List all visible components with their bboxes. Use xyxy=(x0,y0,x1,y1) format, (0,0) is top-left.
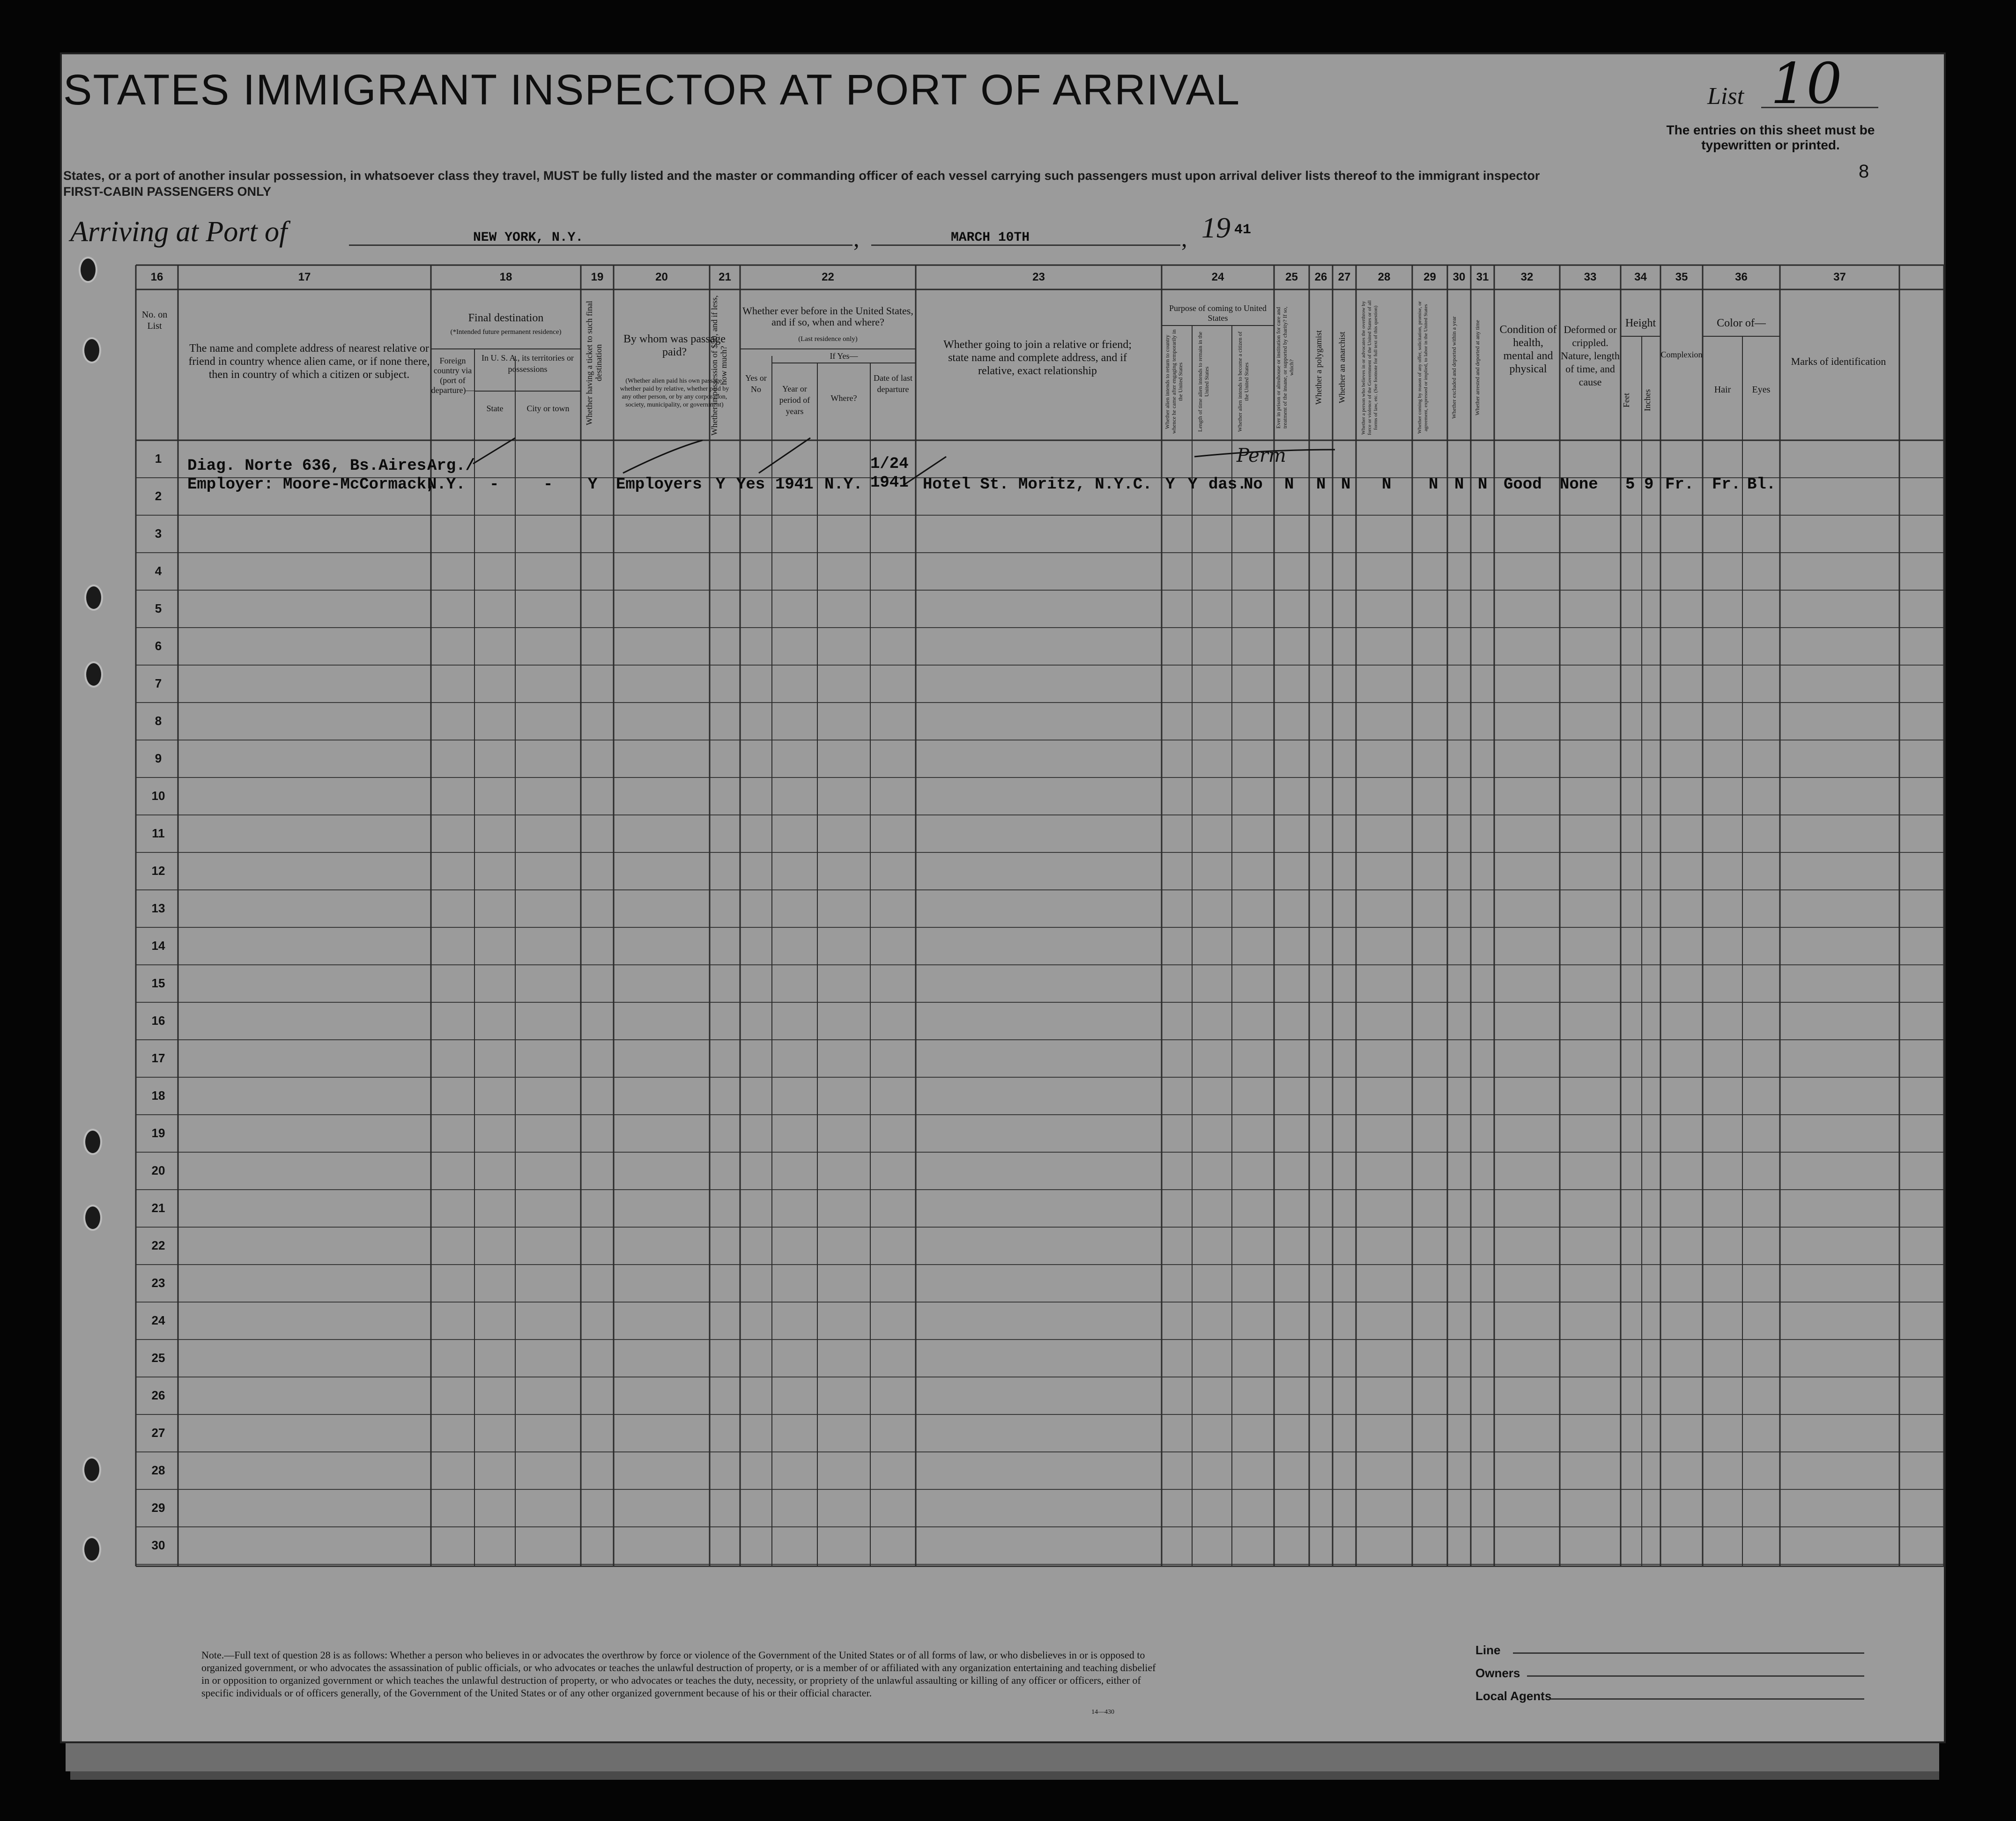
column-number: 35 xyxy=(1675,271,1688,283)
col23-header: Whether going to join a relative or friend; state name and complete address, and if relative, exact relationship xyxy=(943,339,1132,377)
column-number: 18 xyxy=(499,271,512,283)
row-number: 15 xyxy=(151,976,165,990)
list-label: List xyxy=(1707,83,1744,110)
col31-header: Whether arrested and deported at any time xyxy=(1474,320,1481,415)
owners-field[interactable] xyxy=(1527,1675,1864,1677)
row-number: 3 xyxy=(155,526,162,540)
row1-citizen: No xyxy=(1244,476,1263,494)
row-number: 24 xyxy=(151,1313,165,1327)
row1-overthrow: N xyxy=(1382,476,1392,494)
row1-arrested: N xyxy=(1478,476,1488,494)
col18-foreign: Foreign country via (port of departure)— xyxy=(431,356,474,395)
row1-polygamist: N xyxy=(1316,476,1326,494)
row1-joining: Hotel St. Moritz, N.Y.C. xyxy=(923,476,1152,494)
date-value: MARCH 10TH xyxy=(951,230,1030,245)
col25-header: Ever in prison or almshouse or institution for care and treatment of the insane, or supported by charity? If so, which? xyxy=(1275,306,1295,429)
line-label: Line xyxy=(1475,1643,1501,1657)
row1-anarchist: N xyxy=(1341,476,1351,494)
col22-ifyes: If Yes— xyxy=(830,351,858,361)
column-number: 16 xyxy=(150,271,163,283)
col19-header: Whether having a ticket to such final destination xyxy=(585,301,603,425)
col36-eyes: Eyes xyxy=(1752,385,1771,395)
col22-yesno: Yes or No xyxy=(745,373,767,394)
row-number: 20 xyxy=(151,1163,165,1177)
col18-header: Final destination xyxy=(468,312,544,324)
year-prefix: 19 xyxy=(1201,212,1230,244)
column-number: 37 xyxy=(1833,271,1846,283)
col20-note: (Whether alien paid his own passage, whether paid by relative, whether paid by any other person, or by any corporation, society, municipality, or government) xyxy=(620,378,729,408)
column-number: 22 xyxy=(822,271,834,283)
footnote-q28: Note.—Full text of question 28 is as follows: Whether a person who believes in or advocates the overthrow by force or violence of the Government of the United States or of all forms of law, or who disbelieves in or is opposed to organized government, or who advocates the assassination of public officials, or who advocates or teaches the unlawful destruction of property, or is a member of or affiliated with any organization entertaining and teaching disbelief in or opposition to organized government or which teaches the unlawful destruction of property, or who advocates or teaches the duty, necessity, or propriety of the unlawful assaulting or killing of any officer or officers, either of specific individuals or of officers generally, of the Government of the United States or of any other organized government because of his or their official character. xyxy=(201,1649,1156,1699)
row-number: 13 xyxy=(151,901,165,915)
col18-note: (*Intended future permanent residence) xyxy=(450,328,562,336)
col30-header: Whether excluded and deported within a year xyxy=(1451,316,1457,419)
row1-intends-return: Y xyxy=(1165,476,1175,494)
col34-feet: Feet xyxy=(1622,393,1631,408)
row-number: 21 xyxy=(151,1201,165,1215)
typewriter-note: The entries on this sheet must be typewritten or printed. xyxy=(1666,123,1875,152)
column-number: 25 xyxy=(1285,271,1298,283)
row-number: 8 xyxy=(155,714,162,728)
col17-header: The name and complete address of nearest relative or friend in country whence alien came, or if none there, then in country of which a citizen or subject. xyxy=(188,342,430,381)
row-number: 27 xyxy=(151,1426,165,1440)
row1-ever-before: Yes xyxy=(736,476,765,494)
row-number: 11 xyxy=(152,826,165,840)
row1-ticket: Y xyxy=(588,476,598,494)
row-number: 22 xyxy=(151,1238,165,1252)
row-number: 14 xyxy=(151,939,165,953)
row1-passage-paid: Employers xyxy=(616,476,702,494)
col18-city: City or town xyxy=(526,404,570,413)
row-number: 19 xyxy=(151,1126,165,1140)
row-number: 16 xyxy=(151,1014,165,1028)
row-number: 1 xyxy=(155,452,162,466)
row-number: 7 xyxy=(155,676,162,690)
port-value: NEW YORK, N.Y. xyxy=(473,230,584,245)
col33-header: Deformed or crippled. Nature, length of time, and cause xyxy=(1561,324,1620,388)
row-number: 25 xyxy=(151,1351,165,1365)
row-number: 5 xyxy=(155,601,162,615)
col26-header: Whether a polygamist xyxy=(1314,330,1323,405)
row1-deformed: None xyxy=(1560,476,1598,494)
column-number: 20 xyxy=(655,271,668,283)
row1-fifty-dollars: Y xyxy=(716,476,726,494)
col34-header: Height xyxy=(1625,317,1656,329)
col18-usa: In U. S. A., its territories or possessions xyxy=(482,353,574,374)
row1-inches: 9 xyxy=(1644,476,1654,494)
row1-relative-address: Diag. Norte 636, Bs.Aires xyxy=(187,457,427,475)
cabin-class: FIRST-CABIN PASSENGERS ONLY xyxy=(63,185,272,199)
row-number: 28 xyxy=(151,1463,165,1477)
line-field[interactable] xyxy=(1513,1652,1864,1654)
col21-header: Whether in possession of $50, and if less, how much? xyxy=(710,295,728,436)
row1-length-y: Y xyxy=(1188,476,1198,494)
col22-note: (Last residence only) xyxy=(798,335,858,343)
row1-employer: Employer: Moore-McCormack, xyxy=(187,476,436,494)
col16-header: No. on List xyxy=(141,310,168,331)
col22-departure: Date of last departure xyxy=(874,373,912,394)
row1-state: - xyxy=(489,476,499,494)
col24-citizen: Whether alien intends to become a citizen of the United States xyxy=(1237,331,1250,432)
row1-excluded: N xyxy=(1454,476,1464,494)
column-number: 17 xyxy=(298,271,311,283)
row1-city: - xyxy=(543,476,553,494)
col24-return: Whether alien intends to return to country whence he came after engaging temporarily in the United States xyxy=(1164,329,1184,434)
row-number: 17 xyxy=(151,1051,165,1065)
row-number: 26 xyxy=(151,1388,165,1402)
comma-2: , xyxy=(1181,225,1187,252)
page-title: STATES IMMIGRANT INSPECTOR AT PORT OF ARRIVAL xyxy=(63,66,1241,114)
local-agents-field[interactable] xyxy=(1550,1698,1864,1700)
row-number: 30 xyxy=(151,1538,165,1552)
row1-port-departure: N.Y. xyxy=(427,476,466,494)
column-number: 26 xyxy=(1314,271,1327,283)
row-number: 6 xyxy=(155,639,162,653)
column-number: 32 xyxy=(1520,271,1534,283)
comma-1: , xyxy=(853,225,860,252)
column-number: 23 xyxy=(1032,271,1045,283)
col24-length: Length of time alien intends to remain in the United States xyxy=(1197,332,1210,432)
col32-header: Condition of health, mental and physical xyxy=(1499,324,1557,375)
local-agents-label: Local Agents xyxy=(1475,1689,1552,1703)
row-number: 2 xyxy=(155,489,162,503)
column-number: 36 xyxy=(1735,271,1748,283)
col20-header: By whom was passage paid? xyxy=(623,333,726,358)
column-number: 21 xyxy=(719,271,731,283)
subtitle: States, or a port of another insular possession, in whatsoever class they travel, MUST be fully listed and the master or commanding officer of each vessel carrying such passengers must upon arrival deliver lists thereof to the immigrant inspector xyxy=(63,169,1540,183)
owners-label: Owners xyxy=(1475,1666,1520,1680)
row1-foreign-country: Arg./ xyxy=(427,457,475,475)
row1-where: N.Y. xyxy=(824,476,863,494)
page-number: 8 xyxy=(1859,161,1869,182)
row-number: 23 xyxy=(151,1276,165,1290)
list-number: 10 xyxy=(1771,52,1842,117)
row-number: 9 xyxy=(155,751,162,765)
row1-length-text: das. xyxy=(1208,476,1247,494)
row1-labor: N xyxy=(1429,476,1438,494)
row-number: 18 xyxy=(151,1088,165,1103)
column-number: 31 xyxy=(1476,271,1489,283)
row1-complexion: Fr. xyxy=(1665,476,1694,494)
col18-state: State xyxy=(486,404,504,413)
col24-header: Purpose of coming to United States xyxy=(1169,304,1267,323)
col35-header: Complexion xyxy=(1660,350,1703,359)
row-number: 10 xyxy=(151,789,165,803)
col34-inches: Inches xyxy=(1643,389,1652,412)
col22-year: Year or period of years xyxy=(779,384,810,416)
row1-health: Good xyxy=(1504,476,1542,494)
column-number: 24 xyxy=(1211,271,1224,283)
row1-departure-year: 1941 xyxy=(870,474,909,492)
form-number: 14—430 xyxy=(1091,1709,1114,1716)
row1-eyes: Bl. xyxy=(1747,476,1776,494)
row1-prison: N xyxy=(1284,476,1294,494)
row1-year: 1941 xyxy=(775,476,814,494)
column-number: 30 xyxy=(1453,271,1466,283)
row-number: 29 xyxy=(151,1501,165,1515)
row-number: 12 xyxy=(151,864,165,878)
row1-handwritten: Perm xyxy=(1237,445,1286,466)
col22-where: Where? xyxy=(830,393,857,403)
col36-hair: Hair xyxy=(1714,385,1731,395)
column-number: 33 xyxy=(1584,271,1597,283)
col27-header: Whether an anarchist xyxy=(1337,332,1347,404)
column-number: 19 xyxy=(591,271,604,283)
column-number: 28 xyxy=(1378,271,1391,283)
year-suffix: 41 xyxy=(1234,222,1252,238)
col29-header: Whether coming by reason of any offer, solicitation, promise, or agreement, expressed or implied, to labor in the United States xyxy=(1417,301,1429,434)
row1-feet: 5 xyxy=(1625,476,1635,494)
col36-header: Color of— xyxy=(1717,317,1766,329)
col22-header: Whether ever before in the United States, and if so, when and where? xyxy=(742,305,913,328)
arriving-label: Arriving at Port of xyxy=(70,216,288,248)
col28-header: Whether a person who believes in or advocates the overthrow by force or violence of the Government of the United States or of all forms of law, etc. (See footnote for full text of this question) xyxy=(1361,300,1379,435)
row1-hair: Fr. xyxy=(1712,476,1741,494)
column-number: 29 xyxy=(1423,271,1436,283)
col37-header: Marks of identification xyxy=(1791,355,1886,367)
column-number: 27 xyxy=(1338,271,1351,283)
column-number: 34 xyxy=(1634,271,1647,283)
row-number: 4 xyxy=(155,564,162,578)
row1-departure-date: 1/24 xyxy=(870,455,909,473)
